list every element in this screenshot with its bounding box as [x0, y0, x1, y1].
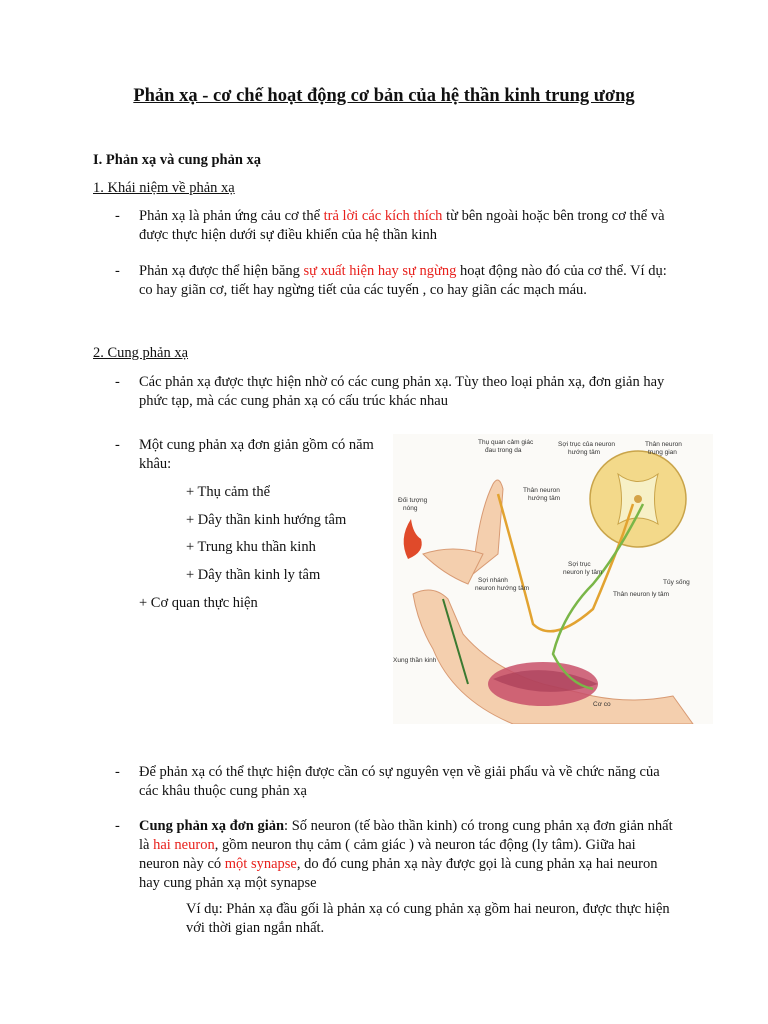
label-dendrite: Sợi nhánh	[478, 577, 508, 584]
bullet-dash: -	[115, 208, 120, 224]
bullet-arc-types: Các phản xạ được thực hiện nhờ có các cung phản xạ. Tùy theo loại phản xạ, đơn giản hay phức tạp, mà các cung phản xạ có cấu trúc khác nhau	[139, 374, 665, 409]
label-nerve-impulse: Xung thần kinh	[393, 657, 437, 664]
label-receptor-2: đau trong da	[485, 447, 522, 454]
bullet-dash: -	[115, 764, 120, 780]
bullet-dash: -	[115, 818, 120, 834]
label-axon-afferent: Sợi trục của neuron	[558, 441, 616, 448]
part-item: + Cơ quan thực hiện	[139, 595, 258, 611]
label-efferent-body: Thân neuron ly tâm	[613, 591, 670, 598]
bullet-reflex-expression: Phản xạ được thể hiện băng sự xuất hiện hay sự ngừng hoạt động nào đó của cơ thể. Ví dụ: co hay giãn cơ, tiết hay ngừng tiết của các tuyến , co hay giãn các mạch máu.	[139, 263, 667, 298]
part-item: + Dây thần kinh ly tâm	[186, 567, 321, 583]
bullet-dash: -	[115, 437, 120, 453]
bullet-integrity: Để phản xạ có thể thực hiện được cần có sự nguyên vẹn về giải phẩu và về chức năng của các khâu thuộc cung phản xạ	[139, 764, 660, 799]
bullet-simple-arc: Cung phản xạ đơn giản: Số neuron (tế bào thần kinh) có trong cung phản xạ đơn giản nhất là hai neuron, gồm neuron thụ cảm ( cảm giác ) và neuron tác động (ly tâm). Giữa hai neuron này có một synapse, do đó cung phản xạ này được gọi là cung phản xạ hai neuron hay cung phản xạ một synapse	[139, 818, 673, 891]
bullet-dash: -	[115, 374, 120, 390]
label-interneuron: Thân neuron	[645, 441, 682, 448]
label-stimulus-2: nóng	[403, 505, 418, 512]
bullet-reflex-definition: Phản xạ là phản ứng cảu cơ thể trả lời các kích thích từ bên ngoài hoặc bên trong cơ thể và được thực hiện dưới sự điều khiển của hệ thần kinh	[139, 208, 665, 243]
label-afferent-body-2: hướng tâm	[528, 495, 561, 502]
label-dendrite-2: neuron hướng tâm	[475, 585, 530, 592]
subheading-reflex-arc: 2. Cung phản xạ	[93, 345, 189, 361]
label-axon-efferent: Sợi trục	[568, 561, 591, 568]
part-item: + Thụ cảm thể	[186, 484, 271, 500]
label-afferent-body: Thân neuron	[523, 487, 560, 494]
part-item: + Trung khu thần kinh	[186, 539, 316, 555]
label-receptor: Thụ quan cảm giác	[478, 439, 534, 446]
section-heading-1: I. Phản xạ và cung phản xạ	[93, 152, 262, 168]
example-knee-reflex: Ví dụ: Phản xạ đầu gối là phản xạ có cung phản xạ gồm hai neuron, được thực hiện với thời gian ngắn nhất.	[186, 901, 670, 936]
part-item: + Dây thần kinh hướng tâm	[186, 512, 347, 528]
label-stimulus: Đối tượng	[398, 497, 428, 504]
label-spinal-cord: Tủy sống	[663, 579, 690, 586]
label-muscle: Cơ co	[593, 701, 611, 708]
subheading-concept: 1. Khái niệm về phản xạ	[93, 180, 235, 196]
spinal-cord-shape	[590, 451, 686, 547]
reflex-arc-illustration	[393, 434, 713, 724]
bullet-dash: -	[115, 263, 120, 279]
bullet-five-parts: Một cung phản xạ đơn giản gồm có năm khâu:	[139, 437, 374, 472]
label-axon-efferent-2: neuron ly tâm	[563, 569, 603, 576]
label-axon-afferent-2: hướng tâm	[568, 449, 601, 456]
page-title: Phản xạ - cơ chế hoạt động cơ bản của hệ thần kinh trung ương	[133, 86, 635, 106]
label-interneuron-2: trung gian	[648, 449, 677, 456]
